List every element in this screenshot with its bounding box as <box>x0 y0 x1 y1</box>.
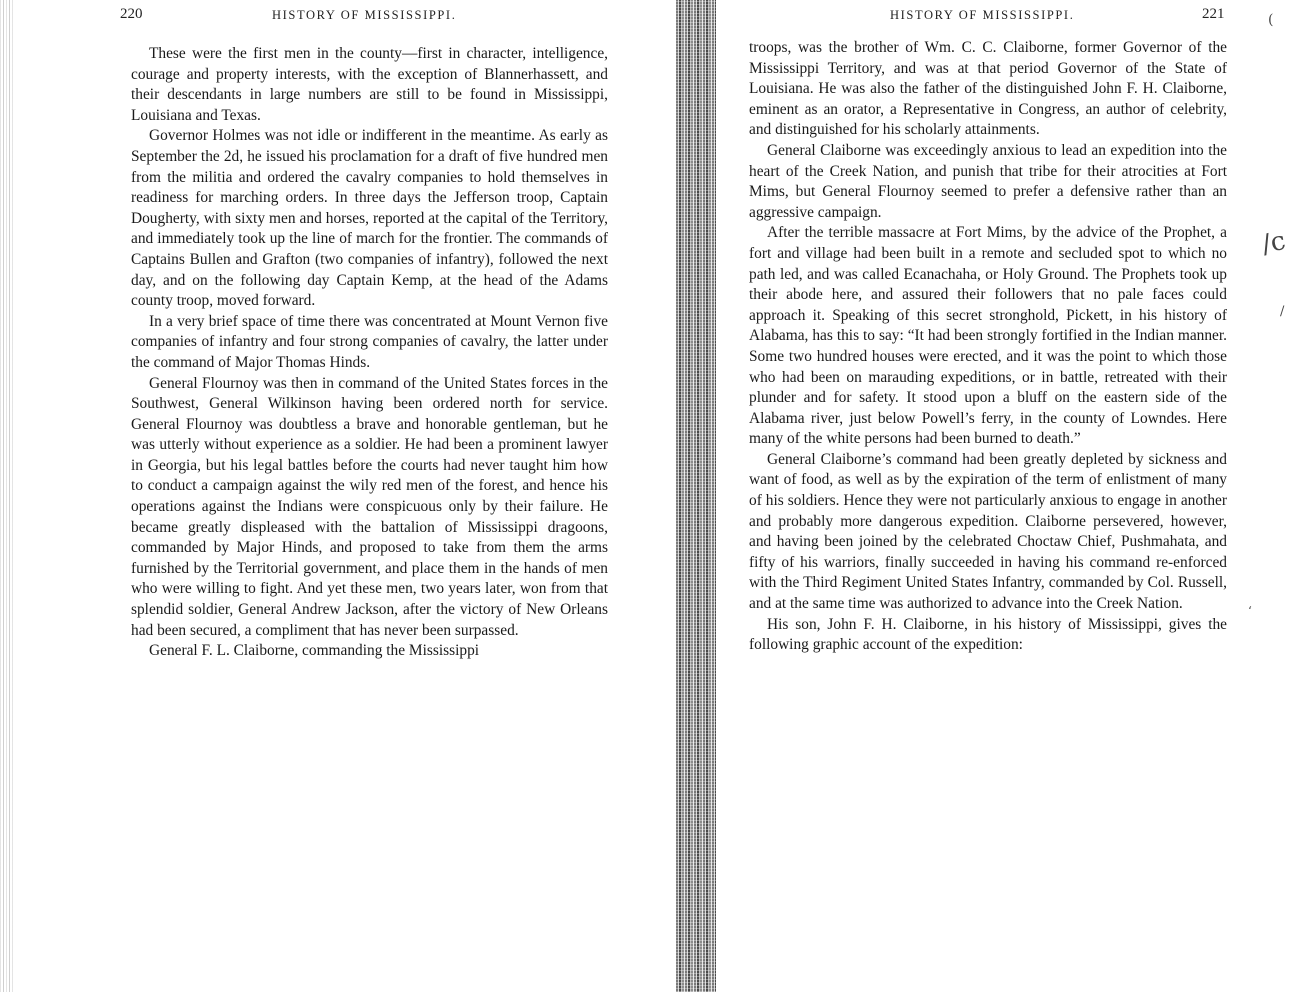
paragraph: General F. L. Claiborne, commanding the Mississippi <box>149 642 480 660</box>
margin-mark: ( <box>1268 12 1274 28</box>
paragraph: General Flournoy was then in command of the United States forces in the Southwest, General Wilkinson having been ordered north for service. General Flournoy was doubtless a brave and honorable gentleman, but he was utterly without experience as a soldier. He had been a prominent lawyer in Georgia, but his legal battles before the courts had never taught him how to conduct a campaign against the wily red men of the forest, and hence his operations against the Indians were conspicuous only by their failure. He became greatly displeased with the battalion of Mississippi dragoons, commanded by Major Hinds, and proposed to take from them the arms furnished by the Territorial government, and place them in the hands of men who were willing to fight. And yet these men, two years later, won from that splendid soldier, General Andrew Jackson, after the victory of New Orleans had been secured, a compliment that has never been surpassed. <box>131 374 608 639</box>
paragraph: General Claiborne was exceedingly anxious to lead an expedition into the heart of the Creek Nation, and punish that tribe for their atrocities at Fort Mims, but General Flournoy seemed to prefer a defensive rather than an aggressive campaign. <box>749 141 1227 221</box>
paragraph: After the terrible massacre at Fort Mims, by the advice of the Prophet, a fort and village had been built in a remote and secluded spot to which no path led, and was called Ecanachaha, or Holy Ground. The Prophets took up their abode here, and assured their followers that no pale faces could approach it. Speaking of this secret stronghold, Pickett, in his history of Alabama, has this to say: “It had been strongly fortified in the Indian manner. Some two hundred houses were erected, and it was the point to which those who had been on marauding expeditions, or in battle, retreated with their plunder and for safety. It stood upon a bluff on the eastern side of the Alabama river, just below Powell’s ferry, in the county of Lowndes. Here many of the white persons had been burned to death.” <box>749 224 1227 448</box>
margin-mark: ‘ <box>1248 604 1252 618</box>
body-text <box>131 44 608 662</box>
right-page <box>716 0 1292 992</box>
running-head-title: HISTORY OF MISSISSIPPI. <box>272 8 457 22</box>
running-head <box>750 8 1230 28</box>
page-number: 221 <box>1202 6 1225 22</box>
paragraph: His son, John F. H. Claiborne, in his history of Mississippi, gives the following graphic account of the expedition: <box>749 615 1227 654</box>
page-number: 220 <box>120 6 143 22</box>
book-spine-gutter <box>676 0 716 992</box>
margin-mark: / <box>1280 304 1285 319</box>
paragraph: In a very brief space of time there was concentrated at Mount Vernon five companies of infantry and four strong companies of cavalry, the latter under the command of Major Thomas Hinds. <box>131 312 608 371</box>
paragraph: These were the first men in the county—first in character, intelligence, courage and property interests, with the exception of Blannerhassett, and their descendants in large numbers are still to be found in Mississippi, Louisiana and Texas. <box>131 45 608 124</box>
margin-handwritten-mark: /c <box>1259 225 1289 261</box>
running-head-title: HISTORY OF MISSISSIPPI. <box>890 8 1075 22</box>
paragraph: troops, was the brother of Wm. C. C. Claiborne, former Governor of the Mississippi Territory, and was at that period Governor of the State of Louisiana. He was also the father of the distinguished John F. H. Claiborne, eminent as an orator, a Representative in Congress, an author of celebrity, and distinguished for his scholarly attainments. <box>749 39 1227 139</box>
body-text <box>749 38 1227 656</box>
paragraph: Governor Holmes was not idle or indifferent in the meantime. As early as September the 2d, he issued his proclamation for a draft of five hundred men from the militia and ordered the cavalry companies to hold themselves in readiness for marching orders. In three days the Jefferson troop, Captain Dougherty, with sixty men and horses, reported at the capital of the Territory, and immediately took up the line of march for the frontier. The commands of Captains Bullen and Grafton (two companies of infantry), followed the next day, and on the following day Captain Kemp, at the head of the Adams county troop, moved forward. <box>131 127 608 310</box>
paragraph: General Claiborne’s command had been greatly depleted by sickness and want of food, as well as by the expiration of the term of enlistment of many of his soldiers. Hence they were not particularly anxious to engage in another and probably more dangerous expedition. Claiborne persevered, however, and having been joined by the celebrated Choctaw Chief, Pushmahata, and fifty of his warriors, finally succeeded in having his command re-enforced with the Third Regiment United States Infantry, commanded by Col. Russell, and at the same time was authorized to advance into the Creek Nation. <box>749 450 1227 613</box>
running-head <box>120 6 608 28</box>
